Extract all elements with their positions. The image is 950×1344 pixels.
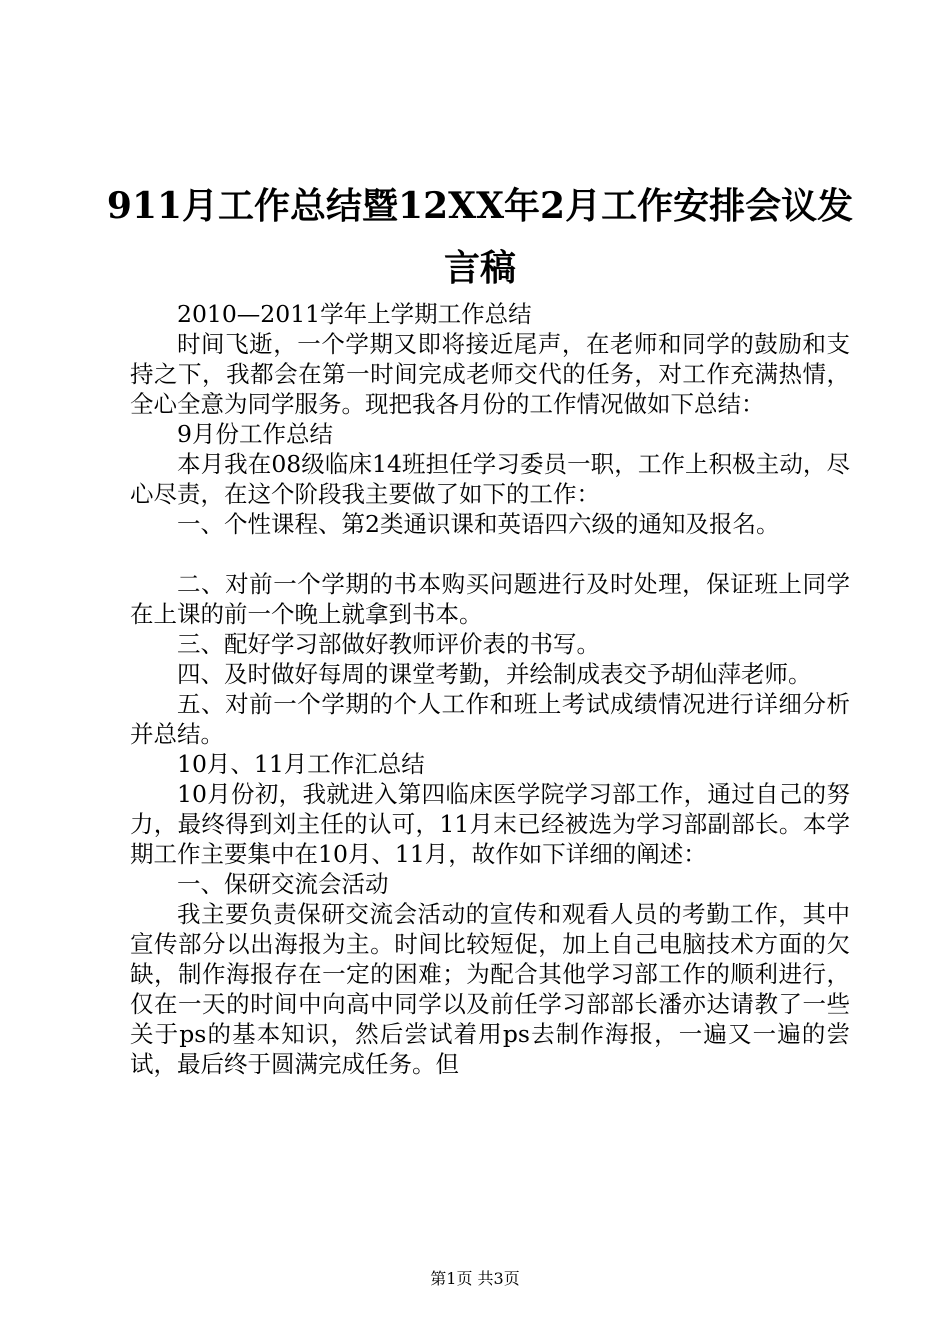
blank-line <box>130 539 850 569</box>
list-item: 一、个性课程、第2类通识课和英语四六级的通知及报名。 <box>177 510 780 538</box>
body-paragraph: 时间飞逝，一个学期又即将接近尾声，在老师和同学的鼓励和支持之下，我都会在第一时间完成老师交代的任务，对工作充满热情，全心全意为同学服务。现把我各月份的工作情况做如下总结： <box>130 330 850 418</box>
section-heading: 2010—2011学年上学期工作总结 <box>177 300 532 328</box>
list-item: 四、及时做好每周的课堂考勤，并绘制成表交予胡仙萍老师。 <box>177 660 812 688</box>
document-title-line-2: 言稿 <box>443 247 516 289</box>
body-paragraph: 本月我在08级临床14班担任学习委员一职，工作上积极主动，尽心尽责，在这个阶段我主要做了如下的工作： <box>130 450 850 508</box>
section-heading: 10月、11月工作汇总结 <box>177 750 425 778</box>
body-paragraph: 10月份初，我就进入第四临床医学院学习部工作，通过自己的努力，最终得到刘主任的认可，11月末已经被选为学习部副部长。本学期工作主要集中在10月、11月，故作如下详细的阐述： <box>130 780 850 868</box>
list-item: 一、保研交流会活动 <box>177 870 389 898</box>
list-item: 五、对前一个学期的个人工作和班上考试成绩情况进行详细分析并总结。 <box>130 690 850 748</box>
body-paragraph: 我主要负责保研交流会活动的宣传和观看人员的考勤工作，其中宣传部分以出海报为主。时间比较短促，加上自己电脑技术方面的欠缺，制作海报存在一定的困难；为配合其他学习部工作的顺利进行，仅在一天的时间中向高中同学以及前任学习部部长潘亦达请教了一些关于ps的基本知识，然后尝试着用ps去制作海报，一遍又一遍的尝试，最后终于圆满完成任务。但 <box>130 900 850 1078</box>
list-item: 三、配好学习部做好教师评价表的书写。 <box>177 630 600 658</box>
list-item: 二、对前一个学期的书本购买问题进行及时处理，保证班上同学在上课的前一个晚上就拿到书本。 <box>130 570 850 628</box>
document-title-line-1: 911月工作总结暨12XX年2月工作安排会议发 <box>106 185 854 227</box>
document-body <box>130 299 850 1079</box>
page-number-footer: 第1页 共3页 <box>430 1269 520 1288</box>
section-heading: 9月份工作总结 <box>177 420 333 448</box>
